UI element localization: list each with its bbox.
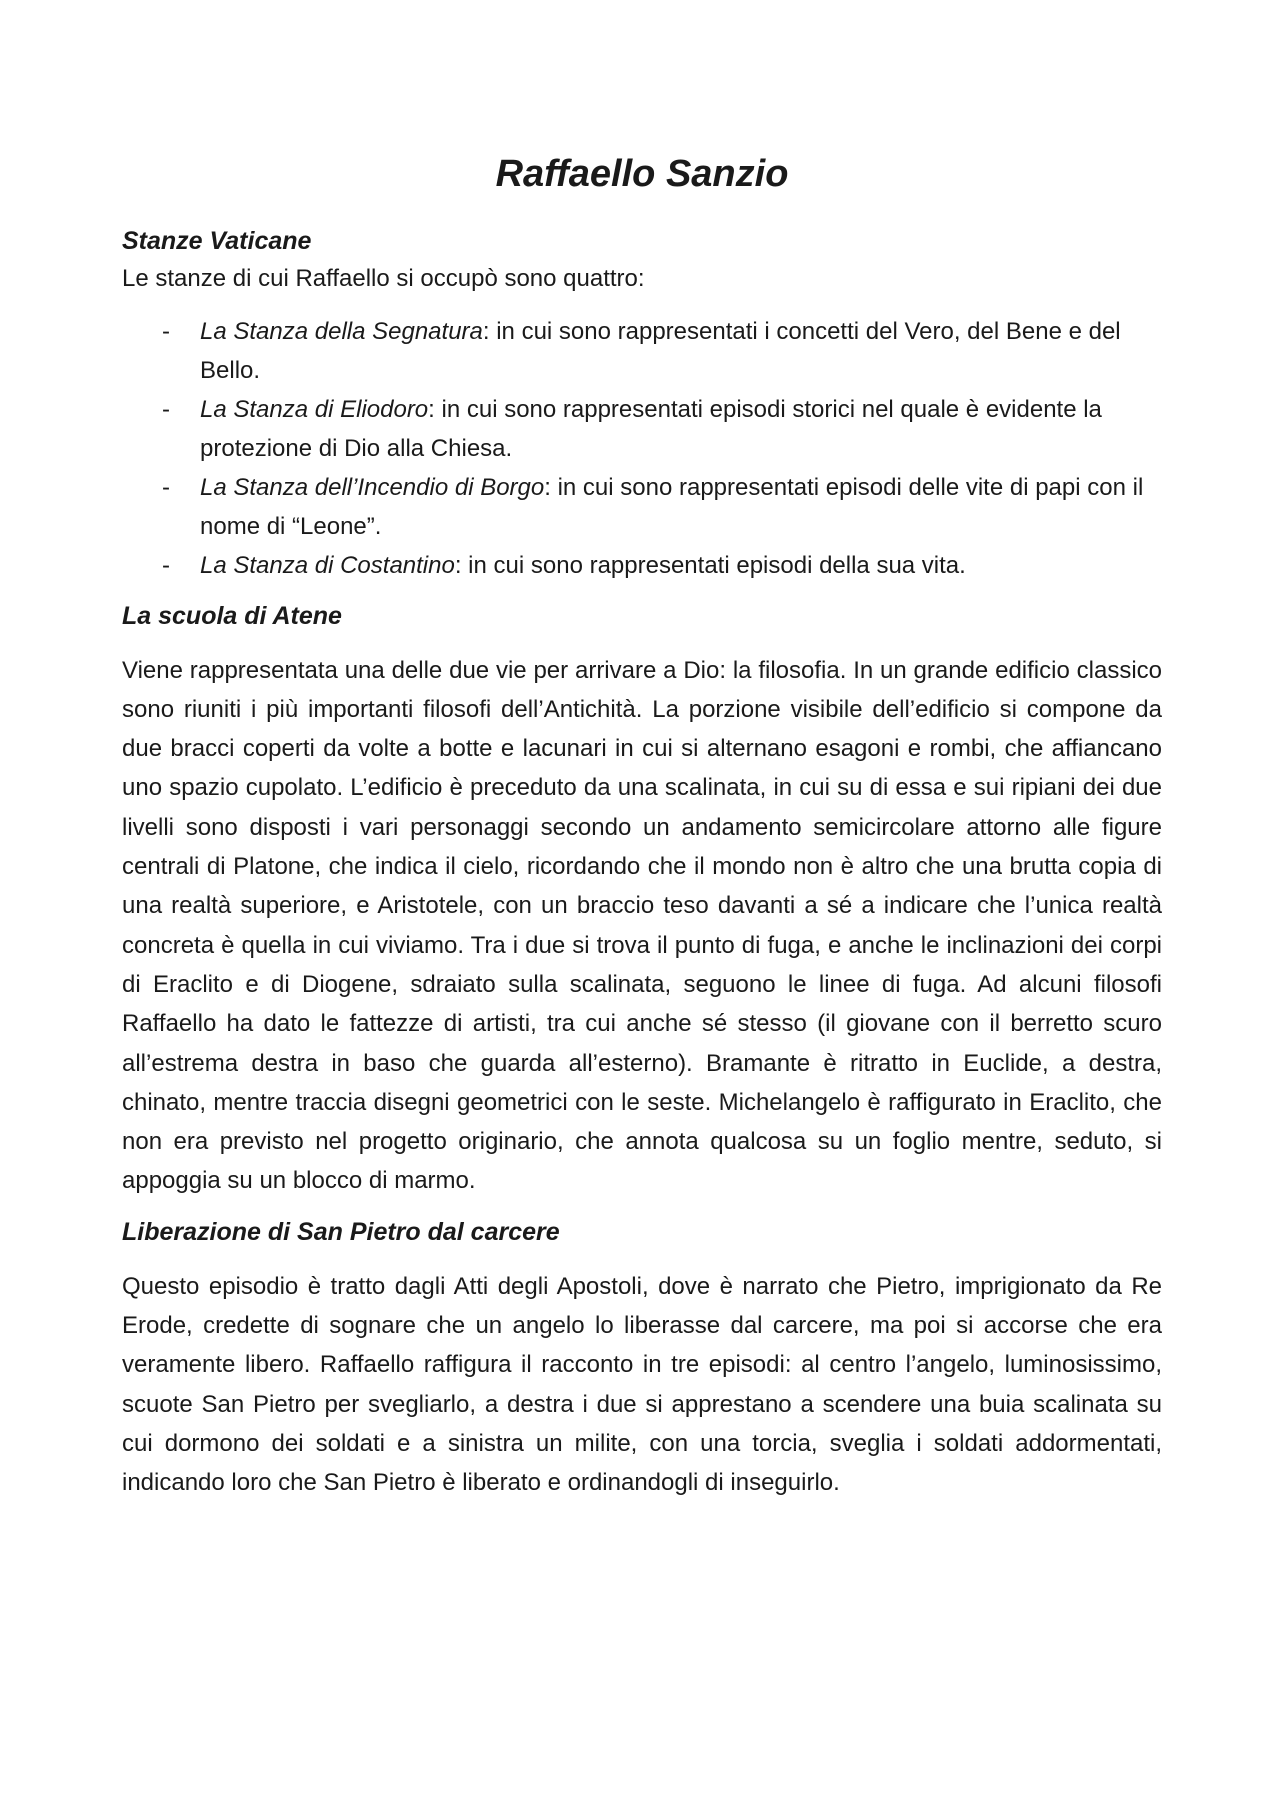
list-dash: - [162,551,170,579]
document-title: Raffaello Sanzio [495,153,789,195]
list-item [122,312,1162,390]
list-item-text: : in cui sono rappresentati episodi storici nel quale è evidente la protezione di Dio alla Chiesa. [200,395,1102,462]
list-item-text: : in cui sono rappresentati episodi delle vite di papi con il nome di “Leone”. [200,473,1144,540]
stanze-list [122,312,1162,585]
list-item [122,546,1162,585]
section-stanze-vaticane [122,222,1162,585]
list-item [122,390,1162,468]
section-intro: Le stanze di cui Raffaello si occupò sono quattro: [122,264,645,292]
list-item-text: : in cui sono rappresentati i concetti del Vero, del Bene e del Bello. [200,317,1121,384]
section-paragraph: Viene rappresentata una delle due vie per arrivare a Dio: la filosofia. In un grande edificio classico sono riuniti i più importanti filosofi dell’Antichità. La porzione visibile dell’edificio si compone da due bracci coperti da volte a botte e lacunari in cui si alternano esagoni e rombi, che affiancano uno spazio cupolato. L’edificio è preceduto da una scalinata, in cui su di essa e sui ripiani dei due livelli sono disposti i vari personaggi secondo un andamento semicircolare attorno alle figure centrali di Platone, che indica il cielo, ricordando che il mondo non è altro che una brutta copia di una realtà superiore, e Aristotele, con un braccio teso davanti a sé a indicare che l’unica realtà concreta è quella in cui viviamo. Tra i due si trova il punto di fuga, e anche le inclinazioni dei corpi di Eraclito e di Diogene, sdraiato sulla scalinata, seguono le linee di fuga. Ad alcuni filosofi Raffaello ha dato le fattezze di artisti, tra cui anche sé stesso (il giovane con il berretto scuro all’estrema destra in baso che guarda all’esterno). Bramante è ritratto in Euclide, a destra, chinato, mentre traccia disegni geometrici con le seste. Michelangelo è raffigurato in Eraclito, che non era previsto nel progetto originario, che annota qualcosa su un foglio mentre, seduto, si appoggia su un blocco di marmo. [122,656,1162,1195]
list-item-name: La Stanza della Segnatura [200,317,483,345]
section-heading: Liberazione di San Pietro dal carcere [122,1217,560,1246]
list-item-name: La Stanza di Eliodoro [200,395,429,423]
list-dash: - [162,317,170,345]
section-paragraph: Questo episodio è tratto dagli Atti degli Apostoli, dove è narrato che Pietro, imprigionato da Re Erode, credette di sognare che un angelo lo liberasse dal carcere, ma poi si accorse che era veramente libero. Raffaello raffigura il racconto in tre episodi: al centro l’angelo, luminosissimo, scuote San Pietro per svegliarlo, a destra i due si apprestano a scendere una buia scalinata su cui dormono dei soldati e a sinistra un milite, con una torcia, sveglia i soldati addormentati, indicando loro che San Pietro è liberato e ordinandogli di inseguirlo. [122,1272,1162,1497]
section-scuola-di-atene [122,597,1162,1201]
list-item-name: La Stanza di Costantino [200,551,455,579]
section-heading: Stanze Vaticane [122,226,312,255]
section-liberazione-san-pietro [122,1213,1162,1503]
list-item-text: : in cui sono rappresentati episodi della sua vita. [454,551,966,579]
list-item-name: La Stanza dell’Incendio di Borgo [200,473,545,501]
list-item [122,468,1162,546]
list-dash: - [162,395,170,423]
list-dash: - [162,473,170,501]
section-heading: La scuola di Atene [122,601,342,630]
